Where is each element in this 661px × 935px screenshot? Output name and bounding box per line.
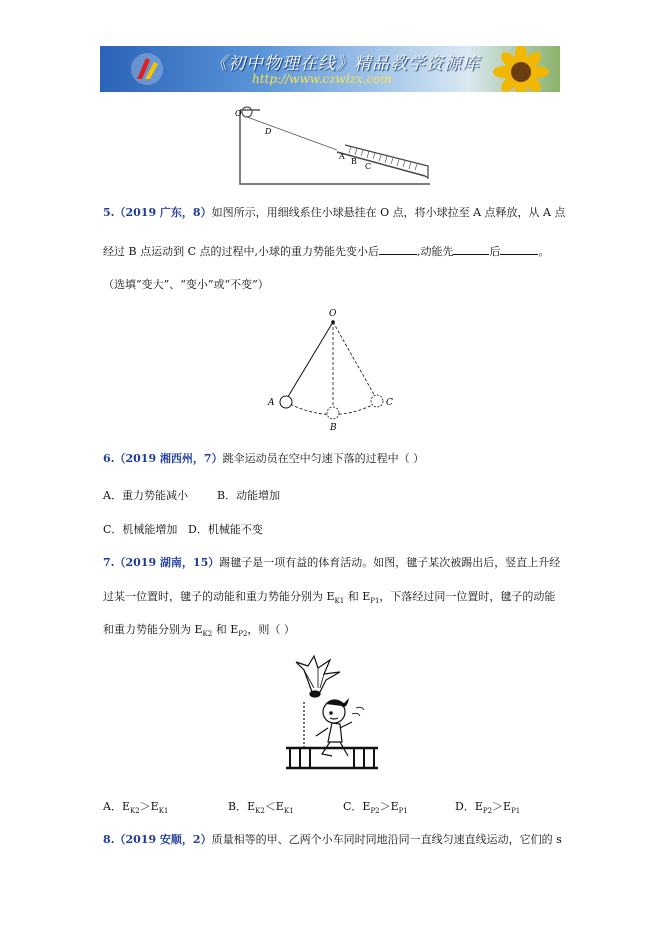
- q5-line2: 经过 B 点运动到 C 点的过程中,小球的重力势能先变小后 ,动能先 后 。: [103, 245, 550, 258]
- shuttlecock-kick-figure: [282, 650, 382, 775]
- svg-text:A: A: [268, 398, 275, 408]
- q6-option-d: D．机械能不变: [188, 523, 263, 536]
- q6-stem: 6.（2019 湘西州，7）跳伞运动员在空中匀速下落的过程中（ ）: [103, 452, 425, 465]
- q6-option-a: A．重力势能减小: [103, 489, 188, 502]
- q5-line1: 5.（2019 广东，8）如图所示，用细线系住小球悬挂在 O 点，将小球拉至 A 点释放，从 A 点: [103, 206, 566, 219]
- pendulum-figure: [258, 305, 408, 435]
- q5-line3: （选填“变大”、“变小”或“不变”）: [103, 278, 269, 291]
- ramp-figure: [225, 100, 435, 188]
- header-banner: [100, 46, 560, 92]
- banner-title: 《初中物理在线》精品教学资源库: [210, 54, 480, 74]
- q7-option-a: A．$E_{K2}>E_{K1}$: [103, 800, 169, 816]
- q6-option-c: C．机械能增加: [103, 523, 178, 536]
- q6-option-b: B．动能增加: [217, 489, 281, 502]
- sunflower-icon: [486, 46, 556, 92]
- banner-url: http://www.czwlzx.com: [252, 72, 392, 86]
- label-C: C: [365, 162, 372, 171]
- q5-blank-1: [379, 244, 417, 255]
- svg-text:C: C: [386, 398, 393, 408]
- q5-blank-2: [453, 244, 489, 255]
- q7-option-c: C．$E_{P2}>E_{P1}$: [343, 800, 408, 816]
- q6-head: 6.（2019 湘西州，7）: [103, 452, 223, 465]
- site-logo-icon: [130, 52, 164, 86]
- q7-head: 7.（2019 湖南，15）: [103, 556, 220, 569]
- q7-line3: 和重力势能分别为 $E_{K2}$ 和 $E_{P2}$，则（ ）: [103, 623, 295, 639]
- q7-option-b: B．$E_{K2}<E_{K1}$: [228, 800, 294, 816]
- label-D: D: [265, 127, 272, 136]
- label-B: B: [351, 157, 357, 166]
- label-A: A: [339, 152, 345, 161]
- q8-head: 8.（2019 安顺，2）: [103, 833, 212, 846]
- q8-stem: 8.（2019 安顺，2）质量相等的甲、乙两个小车同时同地沿同一直线匀速直线运动，它们的 s: [103, 833, 562, 846]
- q7-option-d: D．$E_{P2}>E_{P1}$: [455, 800, 521, 816]
- q7-line2: 过某一位置时，毽子的动能和重力势能分别为 $E_{K1}$ 和 $E_{P1}$，下落经过同一位置时，毽子的动能: [103, 590, 556, 606]
- q5-blank-3: [500, 244, 538, 255]
- q5-head: 5.（2019 广东，8）: [103, 206, 212, 219]
- svg-text:B: B: [330, 423, 337, 433]
- svg-text:O: O: [329, 309, 337, 319]
- q7-line1: 7.（2019 湖南，15）踢毽子是一项有益的体育活动。如图，毽子某次被踢出后，竖直上升经: [103, 556, 561, 569]
- label-O: O: [235, 109, 242, 118]
